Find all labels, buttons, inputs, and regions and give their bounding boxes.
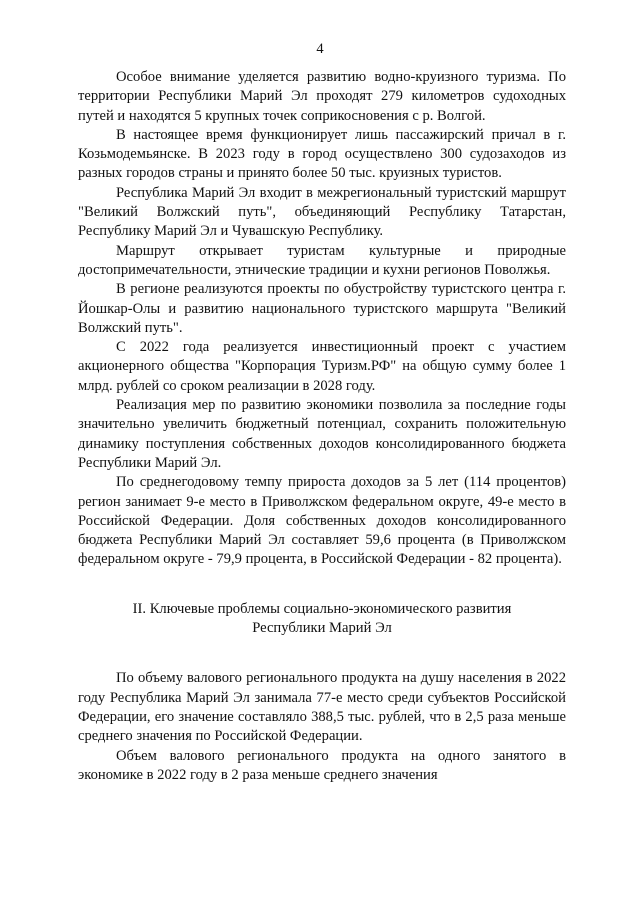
paragraph-grp-per-employee: Объем валового регионального продукта на одного занятого в экономике в 2022 году в 2 раза меньше среднего значения [78,747,566,783]
page-number: 4 [316,41,324,57]
paragraph-grp-per-capita: По объему валового регионального продукта на душу населения в 2022 году Республика Марий Эл занимала 77-е место среди субъектов Российской Федерации, его значение составляло 388,5 тыс. рублей, что в 2,5 раза меньше среднего значения по Российской Федерации. [78,670,566,745]
document-body [78,68,566,785]
paragraph-route-attractions: Маршрут открывает туристам культурные и природные достопримечательности, этнические традиции и кухни регионов Поволжья. [78,242,566,278]
paragraph-revenue-growth: По среднегодовому темпу прироста доходов за 5 лет (114 процентов) регион занимает 9-е место в Приволжском федеральном округе, 49-е место в Российской Федерации. Доля собственных доходов консолидированного бюджета Республики Марий Эл составляет 59,6 процента (в Приволжском федеральном округе - 79,9 процента, в Российской Федерации - 82 процента). [78,474,566,568]
paragraph-tourist-center-projects: В регионе реализуются проекты по обустройству туристского центра г. Йошкар-Олы и развитию национального туристского маршрута "Великий Волжский путь". [78,281,566,336]
paragraph-investment-project: С 2022 года реализуется инвестиционный проект с участием акционерного общества "Корпорация Туризм.РФ" на общую сумму более 1 млрд. рублей со сроком реализации в 2028 году. [78,339,566,394]
section-heading [78,600,566,639]
paragraph-great-volga-route: Республика Марий Эл входит в межрегиональный туристский маршрут "Великий Волжский путь", объединяющий Республику Татарстан, Республику Марий Эл и Чувашскую Республику. [78,184,566,240]
paragraph-budget-potential: Реализация мер по развитию экономики позволила за последние годы значительно увеличить бюджетный потенциал, сохранить положительную динамику поступления собственных доходов консолидированного бюджета Республики Марий Эл. [78,397,566,471]
paragraph-kozmodemyansk-pier: В настоящее время функционирует лишь пассажирский причал в г. Козьмодемьянске. В 2023 году в город осуществлено 300 судозаходов из разных городов страны и принято более 50 тыс. круизных туристов. [78,126,566,182]
section-heading-line-2: Республики Марий Эл [252,620,392,637]
paragraph-cruise-tourism: Особое внимание уделяется развитию водно-круизного туризма. По территории Республики Марий Эл проходят 279 километров судоходных путей и находятся 5 крупных точек соприкосновения с р. Волгой. [78,69,566,124]
section-heading-line-1: II. Ключевые проблемы социально-экономического развития [132,600,512,617]
